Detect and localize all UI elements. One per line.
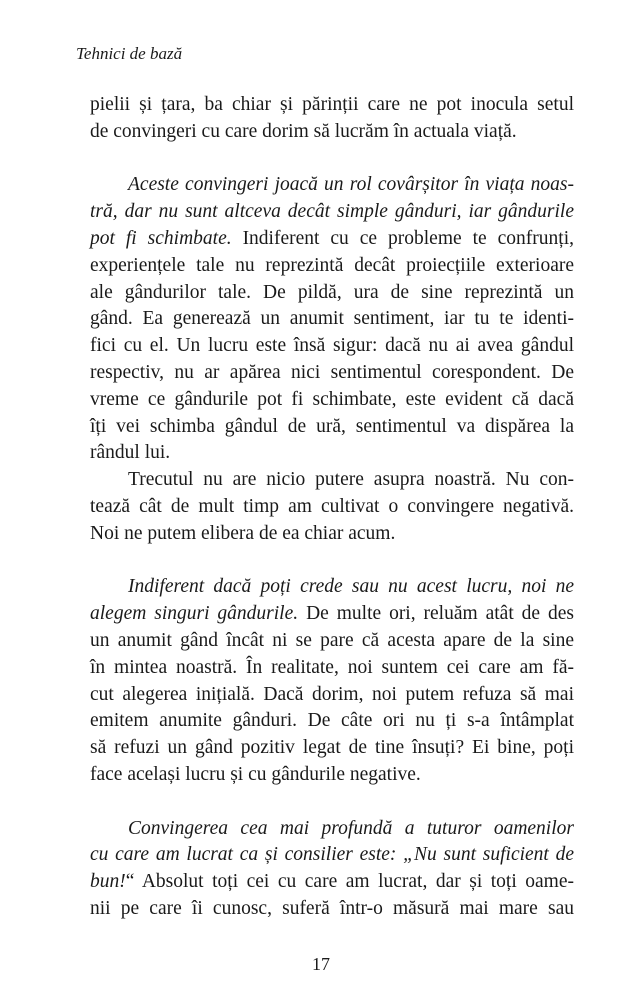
text-line: pielii și țara, ba chiar și părinții care ne pot inocula setul [90, 94, 574, 115]
text-line: bun!“ Absolut toți cei cu care am lucrat, dar și toți oame- [90, 871, 574, 893]
text-line: alegem singuri gândurile. De multe ori, reluăm atât de des [90, 603, 574, 625]
text-line: tră, dar nu sunt altceva decât simple gânduri, iar gândurile [90, 201, 574, 223]
text-line: un anumit gând încât ni se pare că acesta apare de la sine [90, 629, 574, 651]
text-line: experiențele tale nu reprezintă decât proiecțiile exterioare [90, 254, 574, 276]
text-line: îți vei schimba gândul de ură, sentimentul va dispărea la [90, 415, 574, 437]
text-line: ale gândurilor tale. De pildă, ura de sine reprezintă un [90, 281, 574, 303]
paragraph-gap [90, 146, 574, 173]
body-text [90, 92, 574, 923]
text-line: în mintea noastră. În realitate, noi suntem cei care am fă- [90, 656, 574, 678]
running-header: Tehnici de bază [76, 44, 183, 63]
paragraph-gap [90, 548, 574, 575]
text-line: face același lucru și cu gândurile negative. [90, 763, 421, 785]
text-line: Noi ne putem elibera de ea chiar acum. [90, 522, 396, 544]
page-number: 17 [312, 954, 330, 974]
text-line: de convingeri cu care dorim să lucrăm în actuala viață. [90, 120, 517, 142]
text-line: pot fi schimbate. Indiferent cu ce probleme te confrunți, [90, 227, 574, 249]
text-line: fici cu el. Un lucru este însă sigur: dacă nu ai avea gândul [90, 335, 574, 357]
text-line: respectiv, nu ar apărea nici sentimentul corespondent. De [90, 361, 574, 383]
text-line: gând. Ea generează un anumit sentiment, iar tu te identi- [90, 308, 574, 330]
text-line: vreme ce gândurile pot fi schimbate, este evident că dacă [90, 388, 574, 410]
text-line: emitem anumite gânduri. De câte ori nu ți s-a întâmplat [90, 710, 574, 732]
text-line: rândul lui. [90, 442, 171, 464]
text-line: nii pe care îi cunosc, suferă într-o măsură mai mare sau [90, 897, 574, 919]
text-line: Trecutul nu are nicio putere asupra noastră. Nu con- [128, 469, 574, 491]
text-line: cut alegerea inițială. Dacă dorim, noi putem refuza să mai [90, 683, 574, 705]
text-line: Convingerea cea mai profundă a tuturor oamenilor [128, 817, 574, 839]
text-line: să refuzi un gând pozitiv legat de tine însuți? Ei bine, poți [90, 737, 574, 759]
text-line: tează cât de mult timp am cultivat o convingere negativă. [90, 495, 574, 517]
text-line: Indiferent dacă poți crede sau nu acest lucru, noi ne [128, 576, 574, 598]
paragraph-gap [90, 789, 574, 816]
text-line: Aceste convingeri joacă un rol covârșitor în viața noas- [128, 174, 574, 196]
text-line: cu care am lucrat ca și consilier este: „Nu sunt suficient de [90, 844, 574, 866]
